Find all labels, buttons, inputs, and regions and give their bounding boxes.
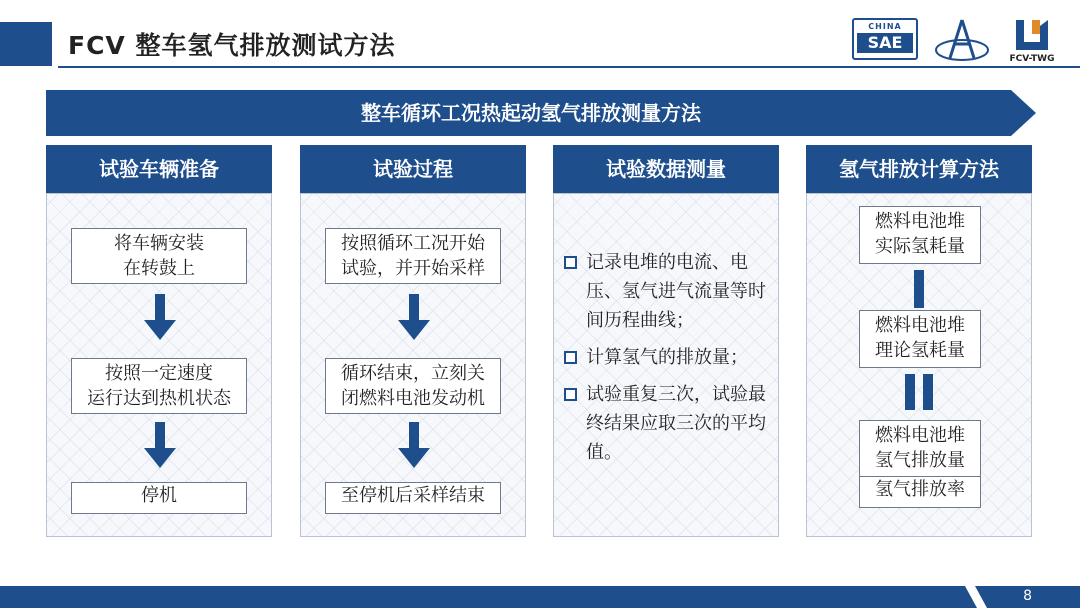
title-accent-bar: [0, 22, 52, 66]
bullet-text: 记录电堆的电流、电压、氢气进气流量等时间历程曲线；: [586, 252, 766, 331]
step-box: 至停机后采样结束: [325, 482, 501, 514]
minus-bar-icon: [914, 270, 924, 308]
column-header-calc: 氢气排放计算方法: [806, 145, 1032, 193]
step-box: 按照一定速度 运行达到热机状态: [71, 358, 247, 414]
column-header-process: 试验过程: [300, 145, 526, 193]
square-bullet-icon: [564, 388, 577, 401]
square-bullet-icon: [564, 351, 577, 364]
china-sae-logo: [852, 18, 918, 60]
fcv-logo-text: FCV-TWG: [1009, 54, 1055, 64]
sae-logo-line2: SAE: [857, 33, 913, 53]
footer-bar: [0, 586, 1080, 608]
title-accent-gap: [52, 22, 58, 66]
logo-group: [852, 16, 1062, 66]
column-panel-process: [300, 193, 526, 537]
method-banner: [46, 90, 1036, 136]
banner-text: 整车循环工况热起动氢气排放测量方法: [361, 101, 701, 125]
calc-box: 燃料电池堆 氢气排放量: [859, 420, 981, 478]
square-bullet-icon: [564, 256, 577, 269]
column-panel-calc: [806, 193, 1032, 537]
step-box: 将车辆安装 在转鼓上: [71, 228, 247, 284]
page-title: FCV 整车氢气排放测试方法: [68, 31, 396, 60]
equals-bar-right-icon: [923, 374, 933, 410]
calc-box: 燃料电池堆 实际氢耗量: [859, 206, 981, 264]
arrow-down-icon: [398, 422, 430, 470]
arrow-down-icon: [144, 422, 176, 470]
measurement-bullet-list: [564, 248, 782, 475]
bullet-text: 试验重复三次，试验最终结果应取三次的平均值。: [586, 384, 766, 463]
step-box: 按照循环工况开始 试验，并开始采样: [325, 228, 501, 284]
column-header-prep: 试验车辆准备: [46, 145, 272, 193]
arrow-down-icon: [144, 294, 176, 342]
sae-logo-line1: CHINA: [868, 22, 902, 31]
bullet-item: [564, 380, 782, 467]
bullet-text: 计算氢气的排放量；: [586, 347, 748, 368]
equals-bar-left-icon: [905, 374, 915, 410]
title-underline: [58, 66, 1080, 68]
arrow-down-icon: [398, 294, 430, 342]
step-box: 循环结束，立刻关 闭燃料电池发动机: [325, 358, 501, 414]
column-panel-prep: [46, 193, 272, 537]
column-header-measure: 试验数据测量: [553, 145, 779, 193]
page-number: 8: [1023, 588, 1032, 604]
catc-logo: [932, 16, 992, 66]
step-box: 停机: [71, 482, 247, 514]
bullet-item: [564, 248, 782, 335]
calc-box: 氢气排放率: [859, 476, 981, 508]
calc-box: 燃料电池堆 理论氢耗量: [859, 310, 981, 368]
bullet-item: [564, 343, 782, 372]
fcv-twg-logo: [1002, 16, 1062, 66]
